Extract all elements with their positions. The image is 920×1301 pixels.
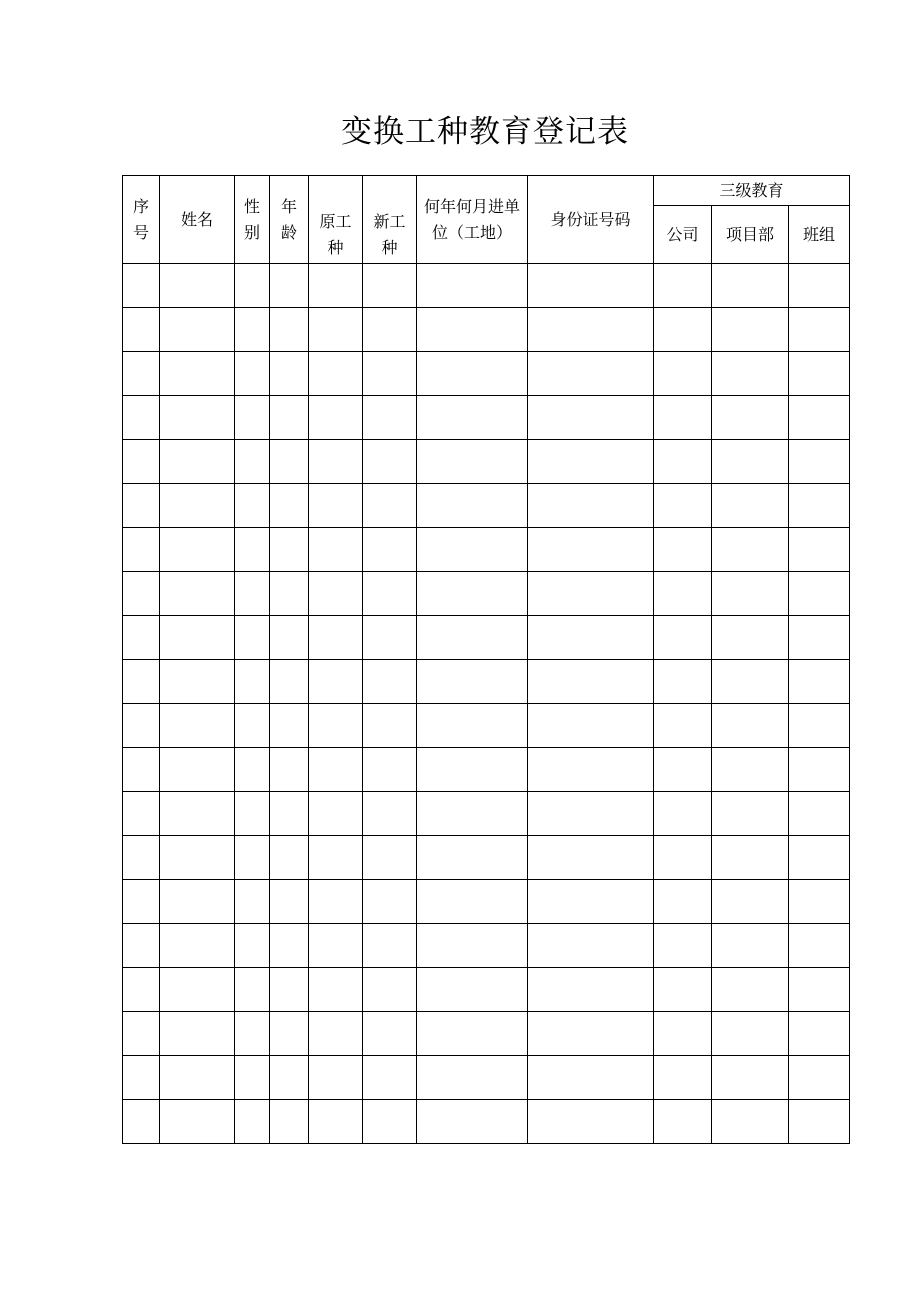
registration-table [122,175,850,1144]
cell-team[interactable] [789,704,850,748]
cell-old-trade[interactable] [309,792,363,836]
cell-project[interactable] [712,1056,789,1100]
cell-entry-date[interactable] [417,792,528,836]
cell-new-trade[interactable] [363,396,417,440]
cell-company[interactable] [654,836,712,880]
cell-age[interactable] [270,1056,309,1100]
cell-entry-date[interactable] [417,440,528,484]
cell-entry-date[interactable] [417,616,528,660]
cell-old-trade[interactable] [309,836,363,880]
cell-project[interactable] [712,1100,789,1144]
cell-gender[interactable] [235,1012,270,1056]
header-old-trade: 原工种 [309,176,363,264]
cell-project[interactable] [712,308,789,352]
cell-gender[interactable] [235,880,270,924]
cell-new-trade[interactable] [363,528,417,572]
cell-name[interactable] [160,1012,235,1056]
cell-id-number[interactable] [528,440,654,484]
cell-project[interactable] [712,572,789,616]
cell-project[interactable] [712,968,789,1012]
cell-id-number[interactable] [528,1056,654,1100]
cell-old-trade[interactable] [309,528,363,572]
cell-new-trade[interactable] [363,660,417,704]
header-three-level-education: 三级教育 [654,176,850,206]
table-row [123,704,850,748]
cell-company[interactable] [654,484,712,528]
table-row [123,924,850,968]
cell-seq[interactable] [123,836,160,880]
cell-company[interactable] [654,1100,712,1144]
header-age: 年龄 [270,176,309,264]
cell-team[interactable] [789,528,850,572]
cell-old-trade[interactable] [309,396,363,440]
cell-age[interactable] [270,1100,309,1144]
cell-name[interactable] [160,616,235,660]
cell-gender[interactable] [235,748,270,792]
cell-old-trade[interactable] [309,924,363,968]
cell-team[interactable] [789,572,850,616]
table-row [123,264,850,308]
cell-new-trade[interactable] [363,264,417,308]
cell-team[interactable] [789,352,850,396]
cell-age[interactable] [270,572,309,616]
cell-company[interactable] [654,1056,712,1100]
cell-name[interactable] [160,396,235,440]
cell-gender[interactable] [235,1056,270,1100]
cell-team[interactable] [789,616,850,660]
cell-new-trade[interactable] [363,616,417,660]
cell-seq[interactable] [123,1012,160,1056]
cell-team[interactable] [789,880,850,924]
table-row [123,792,850,836]
table-row [123,484,850,528]
cell-gender[interactable] [235,308,270,352]
cell-old-trade[interactable] [309,572,363,616]
cell-project[interactable] [712,880,789,924]
cell-id-number[interactable] [528,1100,654,1144]
cell-name[interactable] [160,880,235,924]
cell-team[interactable] [789,748,850,792]
cell-new-trade[interactable] [363,704,417,748]
cell-age[interactable] [270,616,309,660]
cell-name[interactable] [160,264,235,308]
cell-age[interactable] [270,352,309,396]
page-title: 变换工种教育登记表 [341,114,629,150]
table-row [123,616,850,660]
cell-gender[interactable] [235,572,270,616]
cell-seq[interactable] [123,704,160,748]
cell-id-number[interactable] [528,396,654,440]
cell-team[interactable] [789,660,850,704]
cell-name[interactable] [160,748,235,792]
cell-seq[interactable] [123,924,160,968]
cell-age[interactable] [270,924,309,968]
cell-entry-date[interactable] [417,1100,528,1144]
cell-age[interactable] [270,484,309,528]
cell-id-number[interactable] [528,924,654,968]
cell-seq[interactable] [123,880,160,924]
cell-age[interactable] [270,308,309,352]
header-gender: 性别 [235,176,270,264]
cell-id-number[interactable] [528,308,654,352]
cell-age[interactable] [270,660,309,704]
cell-gender[interactable] [235,924,270,968]
cell-seq[interactable] [123,572,160,616]
cell-id-number[interactable] [528,352,654,396]
cell-seq[interactable] [123,352,160,396]
table-row [123,1012,850,1056]
cell-id-number[interactable] [528,968,654,1012]
cell-project[interactable] [712,440,789,484]
table-row [123,396,850,440]
cell-seq[interactable] [123,1056,160,1100]
header-name: 姓名 [160,176,235,264]
cell-new-trade[interactable] [363,836,417,880]
cell-gender[interactable] [235,440,270,484]
cell-company[interactable] [654,308,712,352]
cell-entry-date[interactable] [417,660,528,704]
cell-project[interactable] [712,836,789,880]
cell-seq[interactable] [123,264,160,308]
header-seq: 序号 [123,176,160,264]
cell-team[interactable] [789,924,850,968]
cell-entry-date[interactable] [417,1056,528,1100]
cell-name[interactable] [160,968,235,1012]
table-row [123,308,850,352]
cell-age[interactable] [270,880,309,924]
cell-old-trade[interactable] [309,704,363,748]
cell-entry-date[interactable] [417,968,528,1012]
cell-team[interactable] [789,440,850,484]
table-row [123,352,850,396]
cell-seq[interactable] [123,660,160,704]
cell-team[interactable] [789,396,850,440]
cell-gender[interactable] [235,528,270,572]
cell-seq[interactable] [123,968,160,1012]
cell-gender[interactable] [235,264,270,308]
cell-new-trade[interactable] [363,924,417,968]
cell-company[interactable] [654,528,712,572]
cell-company[interactable] [654,396,712,440]
cell-seq[interactable] [123,396,160,440]
cell-age[interactable] [270,836,309,880]
cell-team[interactable] [789,308,850,352]
cell-company[interactable] [654,704,712,748]
cell-id-number[interactable] [528,748,654,792]
cell-entry-date[interactable] [417,308,528,352]
cell-id-number[interactable] [528,616,654,660]
cell-id-number[interactable] [528,572,654,616]
cell-project[interactable] [712,528,789,572]
table-row [123,748,850,792]
cell-company[interactable] [654,352,712,396]
cell-seq[interactable] [123,1100,160,1144]
cell-seq[interactable] [123,528,160,572]
cell-new-trade[interactable] [363,880,417,924]
cell-old-trade[interactable] [309,1012,363,1056]
cell-team[interactable] [789,264,850,308]
cell-age[interactable] [270,968,309,1012]
cell-id-number[interactable] [528,704,654,748]
cell-age[interactable] [270,748,309,792]
cell-project[interactable] [712,396,789,440]
table-body [123,264,850,1144]
cell-age[interactable] [270,704,309,748]
cell-new-trade[interactable] [363,968,417,1012]
cell-new-trade[interactable] [363,484,417,528]
cell-age[interactable] [270,264,309,308]
cell-company[interactable] [654,924,712,968]
cell-id-number[interactable] [528,792,654,836]
cell-id-number[interactable] [528,880,654,924]
cell-new-trade[interactable] [363,1012,417,1056]
table-row [123,880,850,924]
cell-name[interactable] [160,660,235,704]
cell-name[interactable] [160,572,235,616]
cell-gender[interactable] [235,968,270,1012]
cell-name[interactable] [160,352,235,396]
table-row [123,1056,850,1100]
cell-seq[interactable] [123,792,160,836]
cell-age[interactable] [270,528,309,572]
header-project: 项目部 [712,206,789,264]
cell-team[interactable] [789,792,850,836]
cell-old-trade[interactable] [309,484,363,528]
cell-seq[interactable] [123,484,160,528]
cell-entry-date[interactable] [417,264,528,308]
cell-entry-date[interactable] [417,836,528,880]
cell-seq[interactable] [123,748,160,792]
cell-name[interactable] [160,308,235,352]
cell-id-number[interactable] [528,528,654,572]
cell-team[interactable] [789,836,850,880]
cell-company[interactable] [654,968,712,1012]
cell-company[interactable] [654,660,712,704]
cell-id-number[interactable] [528,484,654,528]
cell-new-trade[interactable] [363,792,417,836]
cell-name[interactable] [160,836,235,880]
cell-gender[interactable] [235,836,270,880]
cell-company[interactable] [654,616,712,660]
cell-name[interactable] [160,1056,235,1100]
cell-old-trade[interactable] [309,616,363,660]
cell-entry-date[interactable] [417,396,528,440]
cell-team[interactable] [789,1100,850,1144]
cell-project[interactable] [712,1012,789,1056]
cell-new-trade[interactable] [363,572,417,616]
cell-project[interactable] [712,748,789,792]
cell-seq[interactable] [123,440,160,484]
cell-name[interactable] [160,484,235,528]
cell-id-number[interactable] [528,1012,654,1056]
cell-project[interactable] [712,660,789,704]
cell-old-trade[interactable] [309,440,363,484]
cell-gender[interactable] [235,352,270,396]
cell-name[interactable] [160,924,235,968]
table-row [123,836,850,880]
cell-gender[interactable] [235,396,270,440]
cell-age[interactable] [270,396,309,440]
cell-age[interactable] [270,440,309,484]
cell-entry-date[interactable] [417,704,528,748]
header-team: 班组 [789,206,850,264]
cell-old-trade[interactable] [309,748,363,792]
cell-entry-date[interactable] [417,748,528,792]
cell-company[interactable] [654,880,712,924]
cell-old-trade[interactable] [309,1056,363,1100]
cell-old-trade[interactable] [309,308,363,352]
cell-entry-date[interactable] [417,528,528,572]
table-row [123,660,850,704]
cell-company[interactable] [654,440,712,484]
header-id-number: 身份证号码 [528,176,654,264]
header-entry-date: 何年何月进单位（工地） [417,176,528,264]
cell-new-trade[interactable] [363,1100,417,1144]
cell-project[interactable] [712,264,789,308]
cell-id-number[interactable] [528,836,654,880]
cell-project[interactable] [712,616,789,660]
cell-id-number[interactable] [528,264,654,308]
cell-team[interactable] [789,968,850,1012]
cell-age[interactable] [270,792,309,836]
cell-new-trade[interactable] [363,352,417,396]
cell-project[interactable] [712,792,789,836]
cell-entry-date[interactable] [417,880,528,924]
cell-old-trade[interactable] [309,264,363,308]
cell-project[interactable] [712,352,789,396]
cell-team[interactable] [789,1056,850,1100]
cell-entry-date[interactable] [417,1012,528,1056]
cell-name[interactable] [160,704,235,748]
cell-project[interactable] [712,924,789,968]
cell-team[interactable] [789,484,850,528]
cell-project[interactable] [712,704,789,748]
cell-old-trade[interactable] [309,660,363,704]
cell-id-number[interactable] [528,660,654,704]
cell-old-trade[interactable] [309,880,363,924]
cell-gender[interactable] [235,1100,270,1144]
cell-old-trade[interactable] [309,1100,363,1144]
cell-gender[interactable] [235,704,270,748]
table-row [123,440,850,484]
cell-team[interactable] [789,1012,850,1056]
cell-entry-date[interactable] [417,924,528,968]
cell-new-trade[interactable] [363,748,417,792]
cell-entry-date[interactable] [417,352,528,396]
cell-old-trade[interactable] [309,352,363,396]
table-row [123,968,850,1012]
cell-name[interactable] [160,1100,235,1144]
cell-name[interactable] [160,528,235,572]
cell-name[interactable] [160,440,235,484]
cell-company[interactable] [654,264,712,308]
cell-new-trade[interactable] [363,308,417,352]
table-row [123,1100,850,1144]
header-new-trade: 新工种 [363,176,417,264]
header-company: 公司 [654,206,712,264]
cell-seq[interactable] [123,308,160,352]
cell-gender[interactable] [235,660,270,704]
cell-old-trade[interactable] [309,968,363,1012]
cell-company[interactable] [654,1012,712,1056]
cell-company[interactable] [654,792,712,836]
cell-age[interactable] [270,1012,309,1056]
cell-gender[interactable] [235,616,270,660]
cell-name[interactable] [160,792,235,836]
table-row [123,528,850,572]
cell-company[interactable] [654,572,712,616]
cell-gender[interactable] [235,484,270,528]
cell-company[interactable] [654,748,712,792]
cell-entry-date[interactable] [417,484,528,528]
table-row [123,572,850,616]
cell-new-trade[interactable] [363,440,417,484]
cell-project[interactable] [712,484,789,528]
cell-entry-date[interactable] [417,572,528,616]
cell-seq[interactable] [123,616,160,660]
cell-new-trade[interactable] [363,1056,417,1100]
cell-gender[interactable] [235,792,270,836]
